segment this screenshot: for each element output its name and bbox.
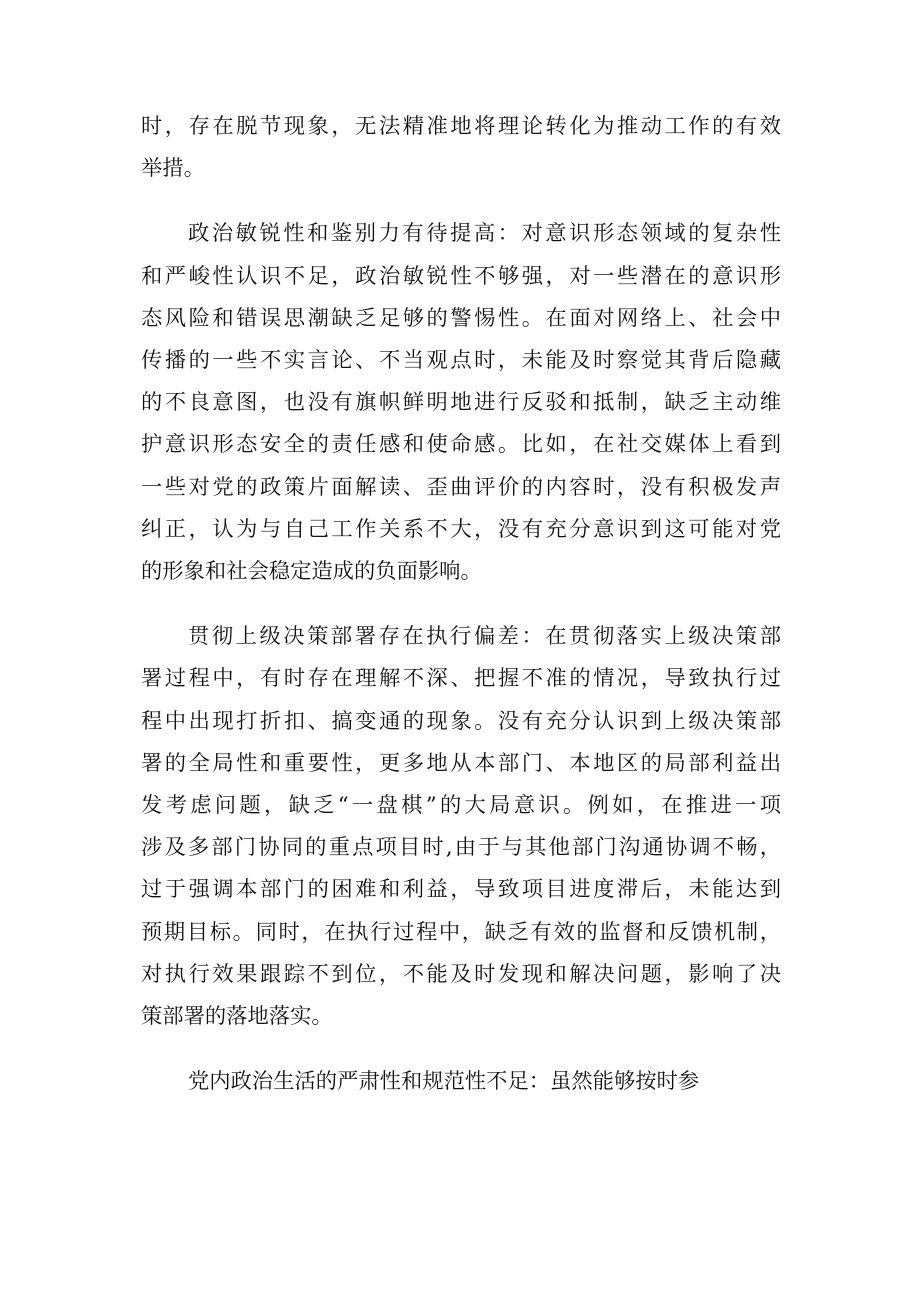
text-line: 署过程中，有时存在理解不深、把握不准的情况，导致执行过 — [141, 666, 781, 692]
text-line: 署的全局性和重要性，更多地从本部门、本地区的局部利益出 — [141, 750, 781, 776]
paragraph-4 — [141, 1061, 781, 1103]
text-line: 对执行效果跟踪不到位，不能及时发现和解决问题，影响了决 — [141, 961, 781, 987]
text-line: 涉及多部门协同的重点项目时,由于与其他部门沟通协调不畅， — [141, 835, 781, 861]
paragraph-2 — [141, 213, 781, 593]
text-line: 纠正，认为与自己工作关系不大，没有充分意识到这可能对党 — [141, 516, 781, 542]
text-line: 过于强调本部门的困难和利益，导致项目进度滞后，未能达到 — [141, 877, 781, 903]
text-line: 护意识形态安全的责任感和使命感。比如，在社交媒体上看到 — [141, 432, 781, 458]
text-line: 的形象和社会稳定造成的负面影响。 — [141, 559, 482, 585]
text-line: 程中出现打折扣、搞变通的现象。没有充分认识到上级决策部 — [141, 708, 781, 734]
text-line: 时，存在脱节现象，无法精准地将理论转化为推动工作的有效 — [141, 114, 781, 139]
text-line: 态风险和错误思潮缺乏足够的警惕性。在面对网络上、社会中 — [141, 305, 781, 331]
text-line: 举措。 — [141, 156, 205, 182]
text-line: 贯彻上级决策部署存在执行偏差：在贯彻落实上级决策部 — [188, 624, 781, 650]
paragraph-1 — [141, 106, 781, 190]
paragraph-3 — [141, 616, 781, 1038]
text-line: 党内政治生活的严肃性和规范性不足：虽然能够按时参 — [188, 1069, 700, 1095]
text-line: 的不良意图，也没有旗帜鲜明地进行反驳和抵制，缺乏主动维 — [141, 390, 781, 416]
text-line: 政治敏锐性和鉴别力有待提高：对意识形态领域的复杂性 — [188, 221, 781, 247]
text-line: 策部署的落地落实。 — [141, 1004, 333, 1030]
document-body — [141, 106, 781, 1126]
text-line: 一些对党的政策片面解读、歪曲评价的内容时，没有积极发声 — [141, 474, 781, 500]
text-line: 预期目标。同时，在执行过程中，缺乏有效的监督和反馈机制， — [141, 919, 781, 945]
text-line: 和严峻性认识不足，政治敏锐性不够强，对一些潜在的意识形 — [141, 263, 781, 289]
text-line: 传播的一些不实言论、不当观点时，未能及时察觉其背后隐藏 — [141, 348, 781, 374]
text-line: 发考虑问题，缺乏“一盘棋”的大局意识。例如，在推进一项 — [141, 793, 781, 819]
